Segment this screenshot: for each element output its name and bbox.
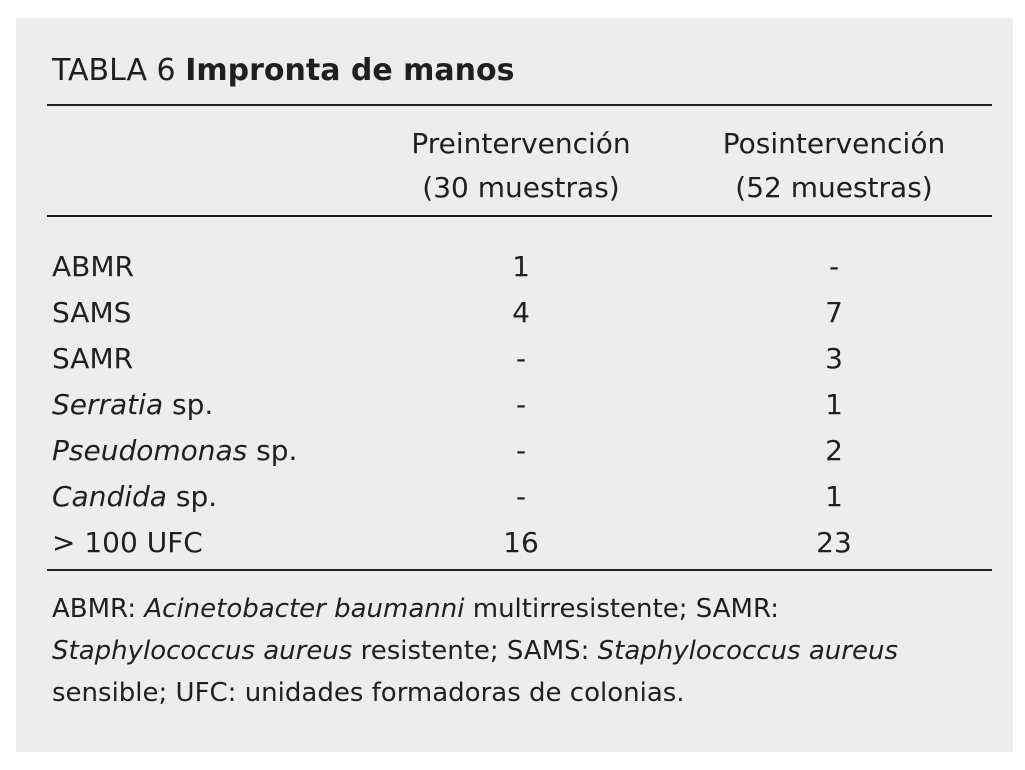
table-row [16, 382, 1013, 428]
value-post: - [828, 250, 840, 283]
bottom-rule [47, 569, 992, 571]
row-label: > 100 UFC [52, 526, 203, 559]
row-label: Serratia sp. [52, 388, 214, 421]
table-caption: Impronta de manos [185, 53, 515, 88]
top-rule [47, 104, 992, 106]
value-post: 1 [825, 480, 843, 513]
value-pre: - [515, 434, 527, 467]
table-row [16, 474, 1013, 520]
value-pre: - [515, 342, 527, 375]
value-pre: - [515, 480, 527, 513]
table-row [16, 244, 1013, 290]
table-title [52, 51, 515, 91]
table-number: TABLA 6 [52, 53, 176, 88]
value-pre: - [515, 388, 527, 421]
value-post: 1 [825, 388, 843, 421]
table-row [16, 290, 1013, 336]
table-footnote: ABMR: Acinetobacter baumanni multirresistente; SAMR: Staphylococcus aureus resistente; SAMS: Staphylococcus aureus sensible; UFC: unidades formadoras de colonias. [52, 594, 898, 708]
value-pre: 16 [503, 526, 539, 559]
value-post: 7 [825, 296, 843, 329]
row-label: SAMR [52, 342, 134, 375]
value-post: 23 [816, 526, 852, 559]
row-label: SAMS [52, 296, 132, 329]
value-post: 3 [825, 342, 843, 375]
table-row [16, 336, 1013, 382]
table-row [16, 520, 1013, 566]
column-header-pre-title: Preintervención [411, 127, 631, 160]
column-header-pre-count: (30 muestras) [422, 171, 620, 204]
table-panel [16, 18, 1013, 752]
value-pre: 4 [512, 296, 530, 329]
column-header-pre [384, 122, 658, 210]
value-post: 2 [825, 434, 843, 467]
column-header-post [696, 122, 972, 210]
row-label: ABMR [52, 250, 134, 283]
column-header-post-count: (52 muestras) [735, 171, 933, 204]
table-row [16, 428, 1013, 474]
value-pre: 1 [512, 250, 530, 283]
column-header-post-title: Posintervención [722, 127, 946, 160]
header-rule [47, 215, 992, 217]
row-label: Pseudomonas sp. [52, 434, 298, 467]
row-label: Candida sp. [52, 480, 218, 513]
